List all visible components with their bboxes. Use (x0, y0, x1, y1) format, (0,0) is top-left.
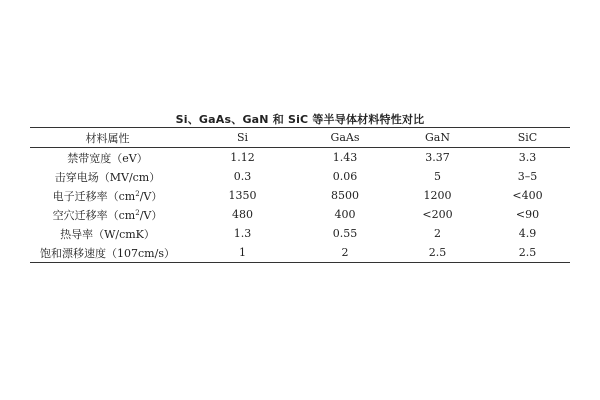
cell-gaas: 2 (341, 246, 349, 259)
table-row (30, 148, 570, 168)
table-caption: Si、GaAs、GaN 和 SiC 等半导体材料特性对比 (175, 113, 425, 126)
cell-gaas: 8500 (331, 189, 359, 202)
cell-gaas: 0.55 (332, 227, 358, 240)
table-row (30, 243, 570, 263)
table-row (30, 186, 570, 205)
header-gaas: GaAs (330, 131, 360, 144)
cell-gan: 5 (434, 170, 441, 183)
cell-si: 480 (232, 208, 253, 221)
cell-si: 1.12 (230, 151, 255, 164)
cell-gan: 2.5 (428, 246, 447, 259)
cell-sic: 2.5 (518, 246, 537, 259)
cell-sic: 3–5 (517, 170, 538, 183)
cell-gan: 1200 (423, 189, 452, 202)
cell-gan: 2 (434, 227, 441, 240)
cell-sic: 3.3 (518, 151, 537, 164)
header-gan: GaN (425, 131, 450, 144)
row-label: 禁带宽度（eV） (67, 151, 148, 165)
cell-si: 0.3 (233, 170, 252, 183)
table-header-row (30, 128, 570, 148)
header-sic: SiC (517, 131, 538, 144)
cell-gaas: 0.06 (332, 170, 358, 183)
row-label: 饱和漂移速度（107cm/s） (40, 246, 175, 260)
table-row (30, 224, 570, 243)
cell-si: 1 (239, 246, 246, 259)
semiconductor-properties-table (30, 127, 570, 263)
row-label: 热导率（W/cmK） (60, 227, 155, 241)
header-si: Si (236, 131, 249, 144)
header-property: 材料属性 (85, 131, 130, 145)
cell-sic: 4.9 (518, 227, 537, 240)
cell-si: 1350 (228, 189, 257, 202)
cell-gan: 3.37 (425, 151, 450, 164)
row-label: 击穿电场（MV/cm） (54, 170, 161, 184)
table-row (30, 167, 570, 186)
row-label: 空穴迁移率$(cm^2/V)$ (52, 208, 163, 222)
table-row (30, 205, 570, 224)
cell-sic: <400 (512, 189, 543, 202)
row-label: 电子迁移率$(cm^2/V)$ (52, 189, 163, 203)
cell-sic: <90 (515, 208, 540, 221)
cell-si: 1.3 (233, 227, 252, 240)
cell-gan: <200 (422, 208, 453, 221)
cell-gaas: 400 (334, 208, 356, 221)
cell-gaas: 1.43 (332, 151, 358, 164)
